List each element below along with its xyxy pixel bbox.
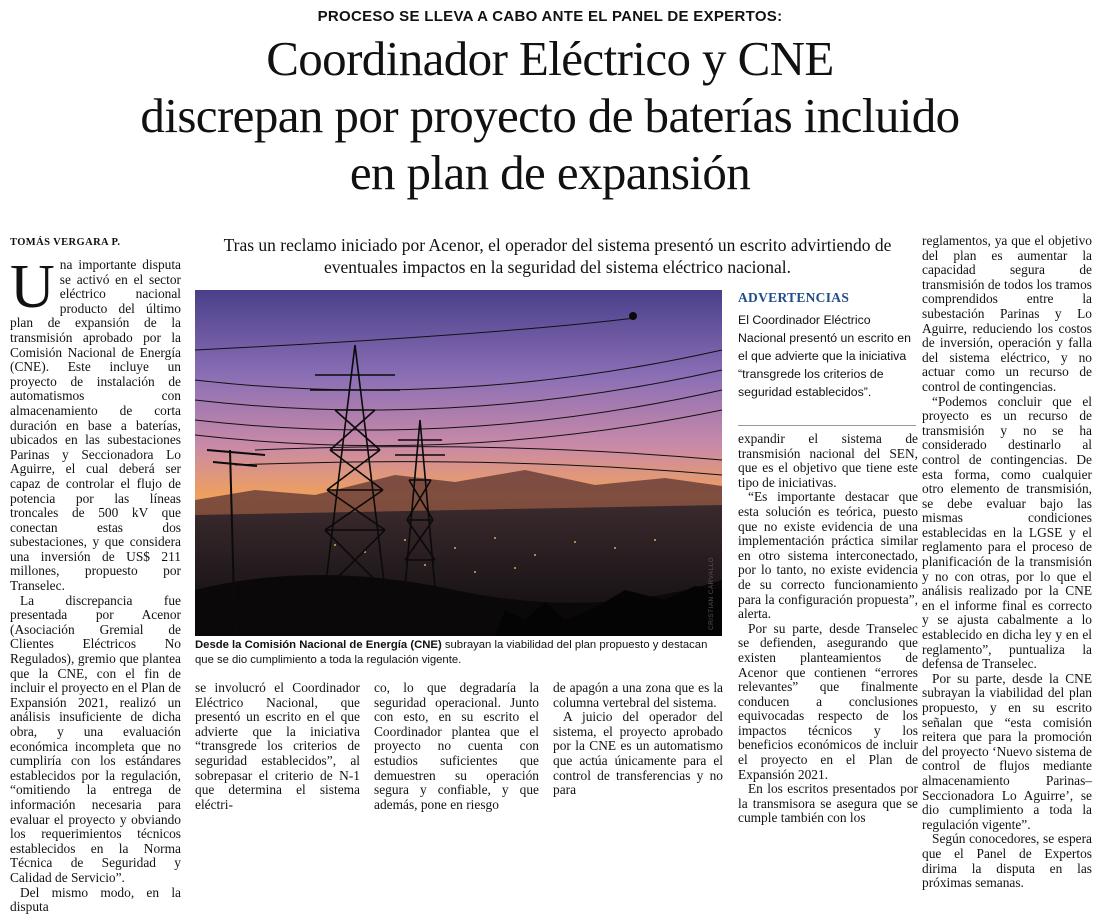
article-column-3 xyxy=(374,680,539,812)
photo-caption xyxy=(195,638,725,668)
headline-line-1: Coordinador Eléctrico y CNE xyxy=(266,31,834,86)
article-column-4 xyxy=(553,680,723,798)
paragraph: Según conocedores, se espera que el Panel de Expertos dirima la disputa en las próximas semanas. xyxy=(922,831,1092,891)
paragraph: La discrepancia fue presentada por Acenor (Asociación Gremial de Clientes Eléctricos No Regulados), gremio que plantea que la CNE, con el fin de incluir el proyecto en el Plan de Expansión 2021, realizó un análisis insuficiente de dicha obra, y una evaluación económica incompleta que no cumpliría con los estándares establecidos por la regulación, “omitiendo la entrega de información necesaria para evaluar el proyecto y obviando los requerimientos técnicos establecidos en la Norma Técnica de Seguridad y Calidad de Servicio”. xyxy=(10,592,181,885)
paragraph: Del mismo modo, en la disputa xyxy=(10,884,181,915)
kicker: PROCESO SE LLEVA A CABO ANTE EL PANEL DE EXPERTOS: xyxy=(317,8,783,25)
article-column-2 xyxy=(195,680,360,812)
caption-text: subrayan la viabilidad del plan propuesto y destacan que se dio cumplimiento a toda la regulación vigente. xyxy=(195,639,708,666)
paragraph: Por su parte, desde Transelec se defienden, asegurando que existen planteamientos de Acenor que contienen “errores relevantes” que finalmente conducen a conclusiones equivocadas respecto de los impactos técnicos y los beneficios económicos de incluir el proyecto en el Plan de Expansión 2021. xyxy=(738,620,918,782)
paragraph: Por su parte, desde la CNE subrayan la viabilidad del plan propuesto, y en su escrito señalan que “esta comisión reitera que para la promoción del proyecto ‘Nuevo sistema de control de flujos mediante almacenamiento Parinas–Seccionadora Lo Aguirre’, se dio cumplimiento a toda la regulación vigente”. xyxy=(922,670,1092,832)
paragraph: expandir el sistema de transmisión nacional del SEN, que es el objetivo que tiene este tipo de iniciativas. xyxy=(738,431,918,490)
paragraph: co, lo que degradaría la seguridad operacional. Junto con esto, en su escrito el Coordinador plantea que el proyecto no cuenta con estudios suficientes que demuestren su operación segura y confiable, y que además, pone en riesgo xyxy=(374,680,539,812)
headline-line-3: en plan de expansión xyxy=(349,145,751,200)
drop-cap: U xyxy=(10,253,55,321)
paragraph: “Podemos concluir que el proyecto es un recurso de transmisión y no se ha considerado destinarlo al control de contingencias. De esta forma, como cualquier otro elemento de transmisión, se debe evaluar bajo las mismas condiciones establecidas en la LGSE y el reglamento para el proceso de planificación de la transmisión y no con otras, por lo que el análisis realizado por la CNE en el informe final es correcto y se ajusta cabalmente a lo establecido en dicha ley y en el reglamento”, puntualiza la defensa de Transelec. xyxy=(922,393,1092,672)
paragraph: de apagón a una zona que es la columna vertebral del sistema. xyxy=(553,680,723,710)
article-column-5 xyxy=(738,431,918,826)
photo-credit: CRISTIAN CARVALLO xyxy=(708,556,716,631)
caption-lead: Desde la Comisión Nacional de Energía (CNE) xyxy=(195,639,442,651)
paragraph: A juicio del operador del sistema, el proyecto aprobado por la CNE es un automatismo que actúa únicamente para el control de transferencias y no para xyxy=(553,709,723,798)
paragraph: En los escritos presentados por la transmisora se asegura que se cumple también con los xyxy=(738,781,918,826)
headline xyxy=(20,30,1080,201)
paragraph: “Es importante destacar que esta solución es teórica, puesto que no existe evidencia de una implementación práctica similar en otro sistema interconectado, por lo tanto, no existe evidencia de su correcto funcionamiento para la configuración propuesta”, alerta. xyxy=(738,489,918,622)
paragraph: Una importante disputa se activó en el sector eléctrico nacional producto del último plan de expansión de la transmisión aprobado por la Comisión Nacional de Energía (CNE). Este incluye un proyecto de instalación de automatismos con almacenamiento de corta duración en base a baterías, ubicados en las subestaciones Parinas y Seccionadora Lo Aguirre, el cual deberá ser capaz de controlar el flujo de potencia por las líneas troncales de 500 kV que conectan estas dos subestaciones, y que considera una inversión de US$ 211 millones, propuesto por Transelec. xyxy=(10,253,181,594)
article-column-6 xyxy=(922,233,1092,891)
headline-line-2: discrepan por proyecto de baterías incluido xyxy=(140,88,960,143)
paragraph: reglamentos, ya que el objetivo del plan es aumentar la capacidad segura de transmisión de todos los tramos comprendidos entre la subestación Parinas y Lo Aguirre, reduciendo los costos de inversión, operación y falla del sistema eléctrico, y no actuar como un recurso de control de contingencias. xyxy=(922,233,1092,394)
article-column-1 xyxy=(10,253,181,915)
paragraph: se involucró el Coordinador Eléctrico Nacional, que presentó un escrito en el que advierte que la iniciativa “transgrede los criterios de seguridad establecidos”, al sobrepasar el criterio de N-1 que determina el sistema eléctri- xyxy=(195,680,360,812)
article-photo xyxy=(195,290,722,636)
deck: Tras un reclamo iniciado por Acenor, el operador del sistema presentó un escrito advirtiendo de eventuales impactos en la seguridad del sistema eléctrico nacional. xyxy=(223,235,892,277)
sidebar-title: ADVERTENCIAS xyxy=(738,290,850,305)
byline: TOMÁS VERGARA P. xyxy=(10,237,121,248)
divider xyxy=(738,425,916,426)
power-lines-sunset-photo xyxy=(195,290,722,636)
sidebar-body: El Coordinador Eléctrico Nacional presentó un escrito en el que advierte que la iniciativa “transgrede los criterios de seguridad establecidos”. xyxy=(738,313,911,399)
